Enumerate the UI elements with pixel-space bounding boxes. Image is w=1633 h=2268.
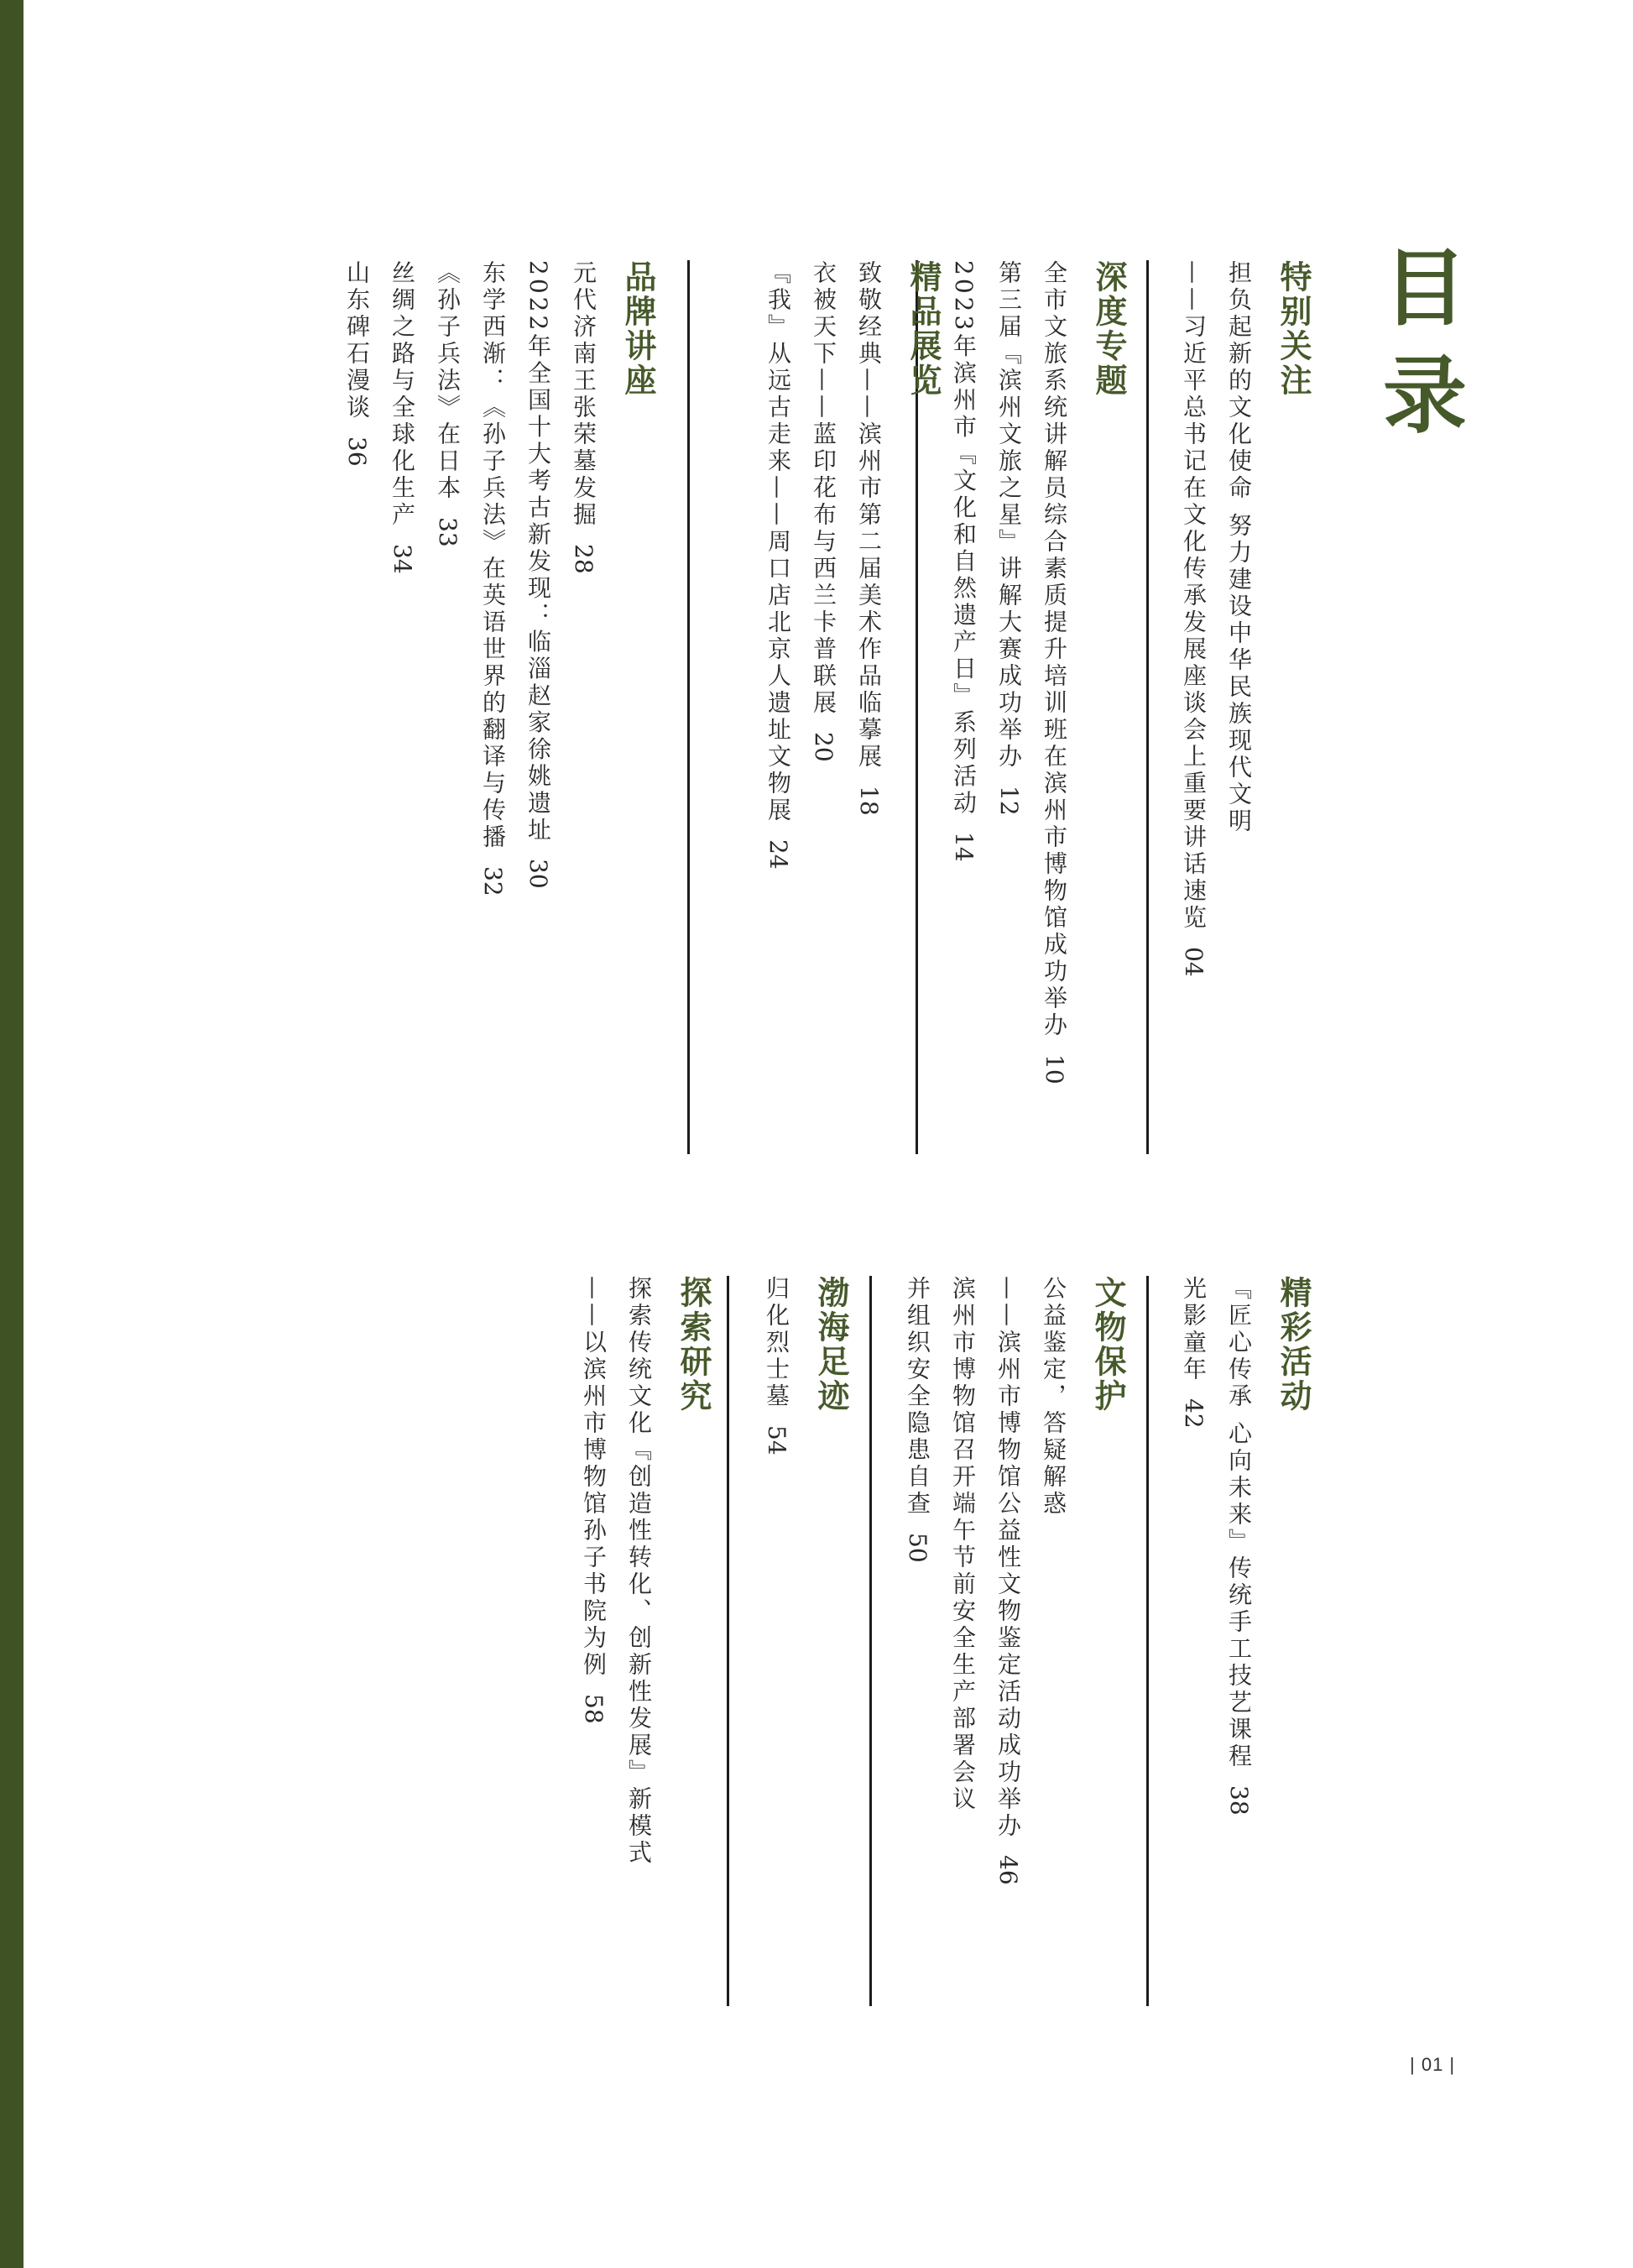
page-ref: 32 — [479, 866, 507, 896]
toc-entry[interactable]: 全市文旅系统讲解员综合素质提升培训班在滨州市博物馆成功举办10 — [1041, 260, 1068, 1084]
page-ref: 30 — [524, 859, 552, 889]
toc-entry[interactable]: 衣被天下——蓝印花布与西兰卡普联展20 — [810, 260, 837, 762]
toc-entry[interactable]: ——以滨州市博物馆孙子书院为例58 — [580, 1276, 608, 1724]
toc-entry[interactable]: 公益鉴定，答疑解惑 — [1040, 1276, 1067, 1518]
page-ref: 33 — [434, 517, 462, 547]
page-ref: 28 — [570, 544, 597, 574]
section-title: 特别关注 — [1275, 260, 1312, 398]
section-title: 渤海足迹 — [812, 1276, 850, 1414]
toc-section-exhibitions — [755, 260, 947, 870]
page-ref: 12 — [995, 786, 1023, 816]
page-ref: 36 — [343, 436, 371, 467]
page-ref: 20 — [810, 732, 837, 762]
toc-entry[interactable]: 《孙子兵法》在日本33 — [434, 260, 462, 547]
toc-entry[interactable]: 『我』从远古走来——周口店北京人遗址文物展24 — [764, 260, 792, 870]
toc-section-special-focus — [1171, 260, 1317, 977]
page-ref: 10 — [1041, 1054, 1068, 1084]
toc-section-activities — [1171, 1276, 1317, 1816]
toc-entry[interactable]: 归化烈士墓54 — [763, 1276, 790, 1455]
toc-entry[interactable]: 担负起新的文化使命 努力建设中华民族现代文明 — [1225, 260, 1253, 835]
section-title: 文物保护 — [1089, 1276, 1127, 1414]
page-ref: 54 — [763, 1425, 790, 1455]
section-divider — [1146, 1276, 1149, 2006]
toc-entry[interactable]: 2023年滨州市『文化和自然遗产日』系列活动14 — [950, 260, 978, 862]
section-title: 精品展览 — [905, 260, 942, 398]
toc-entry[interactable]: 探索传统文化『创造性转化、创新性发展』新模式 — [625, 1276, 653, 1867]
toc-section-bohai-footprints — [754, 1276, 854, 1455]
page-ref: 34 — [389, 544, 416, 574]
page-ref: 24 — [764, 839, 792, 870]
toc-section-in-depth — [941, 260, 1132, 1084]
toc-entry[interactable]: 2022年全国十大考古新发现：临淄赵家徐姚遗址30 — [524, 260, 552, 889]
section-divider — [869, 1276, 872, 2006]
page-ref: 38 — [1225, 1785, 1253, 1816]
section-title: 精彩活动 — [1275, 1276, 1312, 1414]
toc-entry[interactable]: ——滨州市博物馆公益性文物鉴定活动成功举办46 — [994, 1276, 1022, 1885]
toc-entry[interactable]: 元代济南王张荣墓发掘28 — [570, 260, 597, 574]
page-number: | 01 | — [1410, 2054, 1456, 2075]
page-title: 目录 — [1369, 243, 1468, 458]
toc-entry[interactable]: 第三届『滨州文旅之星』讲解大赛成功举办12 — [995, 260, 1023, 816]
section-title: 品牌讲座 — [619, 260, 657, 398]
section-divider — [687, 260, 690, 1154]
section-title: 探索研究 — [675, 1276, 712, 1414]
section-divider — [1146, 260, 1149, 1154]
section-title: 深度专题 — [1090, 260, 1128, 398]
toc-entry[interactable]: 东学西渐：《孙子兵法》在英语世界的翻译与传播32 — [479, 260, 507, 896]
toc-entry[interactable]: 光影童年42 — [1180, 1276, 1208, 1429]
page-ref: 58 — [580, 1694, 608, 1724]
toc-section-lectures — [334, 260, 661, 896]
section-divider — [727, 1276, 729, 2006]
toc-section-research — [571, 1276, 717, 1882]
toc-section-relic-protection — [895, 1276, 1131, 1885]
page-ref: 18 — [855, 786, 883, 816]
toc-entry[interactable]: 『匠心传承 心向未来』传统手工技艺课程38 — [1225, 1276, 1253, 1816]
toc-entry[interactable]: 致敬经典——滨州市第二届美术作品临摹展18 — [855, 260, 883, 816]
toc-entry[interactable]: 丝绸之路与全球化生产34 — [389, 260, 416, 574]
page-ref: 46 — [994, 1855, 1022, 1885]
toc-entry[interactable]: 滨州市博物馆召开端午节前安全生产部署会议 — [949, 1276, 977, 1813]
page-ref: 42 — [1180, 1398, 1208, 1429]
page-ref: 50 — [904, 1533, 931, 1563]
toc-entry[interactable]: ——习近平总书记在文化传承发展座谈会上重要讲话速览04 — [1180, 260, 1208, 977]
toc-entry[interactable]: 山东碑石漫谈36 — [343, 260, 371, 467]
page-ref: 14 — [950, 832, 978, 862]
page-ref: 04 — [1180, 947, 1208, 977]
toc-entry[interactable]: 并组织安全隐患自查50 — [904, 1276, 931, 1563]
side-color-bar — [0, 0, 23, 2268]
